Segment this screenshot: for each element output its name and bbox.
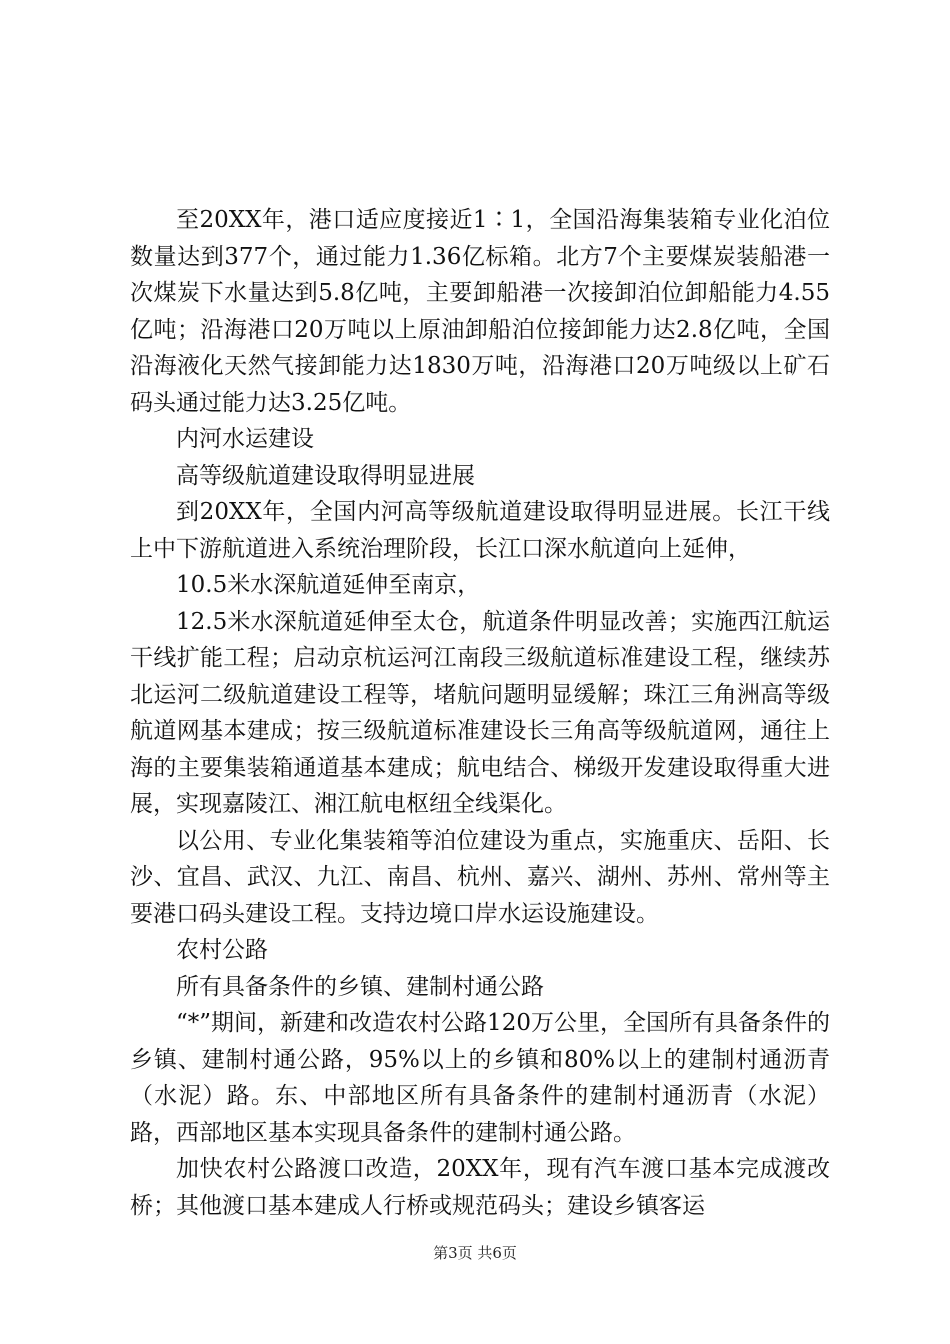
paragraph-taicang-channel: 12.5米水深航道延伸至太仓，航道条件明显改善；实施西江航运干线扩能工程；启动京杭运河江南段三级航道标准建设工程，继续苏北运河二级航道建设工程等，堵航问题明显缓解；珠江三角洲高等级航道网基本建成；按三级航道标准建设长三角高等级航道网，通往上海的主要集装箱通道基本建成；航电结合、梯级开发建设取得重大进展，实现嘉陵江、湘江航电枢纽全线渠化。 bbox=[130, 608, 830, 817]
paragraph-ferry-reform: 加快农村公路渡口改造，20XX年，现有汽车渡口基本完成渡改桥；其他渡口基本建成人行桥或规范码头；建设乡镇客运 bbox=[130, 1156, 830, 1219]
paragraph-rural-road-targets: “*”期间，新建和改造农村公路120万公里，全国所有具备条件的乡镇、建制村通公路，95%以上的乡镇和80%以上的建制村通沥青（水泥）路。东、中部地区所有具备条件的建制村通沥青（水泥）路，西部地区基本实现具备条件的建制村通公路。 bbox=[130, 1010, 830, 1146]
paragraph-port-construction: 以公用、专业化集装箱等泊位建设为重点，实施重庆、岳阳、长沙、宜昌、武汉、九江、南昌、杭州、嘉兴、湖州、苏州、常州等主要港口码头建设工程。支持边境口岸水运设施建设。 bbox=[130, 827, 830, 927]
paragraph-nanjing-channel: 10.5米水深航道延伸至南京， bbox=[176, 572, 481, 598]
paragraph-port-capacity: 至20XX年，港口适应度接近1∶1，全国沿海集装箱专业化泊位数量达到377个，通过能力1.36亿标箱。北方7个主要煤炭装船港一次煤炭下水量达到5.8亿吨，主要卸船港一次接卸泊位卸船能力4.55亿吨；沿海港口20万吨以上原油卸船泊位接卸能力达2.8亿吨，全国沿海液化天然气接卸能力达1830万吨，沿海港口20万吨级以上矿石码头通过能力达3.25亿吨。 bbox=[130, 207, 830, 416]
subheading-high-grade-channels: 高等级航道建设取得明显进展 bbox=[176, 462, 475, 489]
heading-inland-waterway: 内河水运建设 bbox=[176, 426, 314, 452]
paragraph-inland-progress: 到20XX年，全国内河高等级航道建设取得明显进展。长江干线上中下游航道进入系统治理阶段，长江口深水航道向上延伸， bbox=[130, 499, 830, 562]
document-body bbox=[130, 202, 830, 1224]
page-number-footer: 第3页 共6页 bbox=[433, 1244, 517, 1262]
subheading-village-roads: 所有具备条件的乡镇、建制村通公路 bbox=[176, 973, 544, 1000]
heading-rural-roads: 农村公路 bbox=[176, 937, 268, 963]
